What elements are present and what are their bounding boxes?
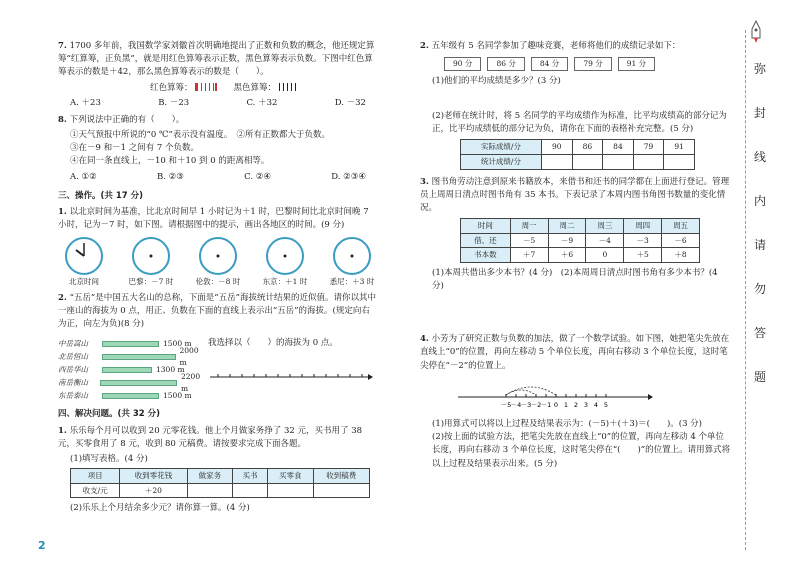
answer-cell[interactable] (664, 154, 695, 169)
mountain-answer (208, 337, 378, 402)
library-table (460, 218, 700, 263)
clock-icon (198, 236, 238, 276)
q7-opt-b[interactable]: B. －23 (158, 97, 190, 108)
page-number-text: 2 (38, 539, 46, 552)
mountain-height: 2000 m (179, 346, 199, 367)
page-number (38, 537, 46, 554)
clock-label: 东京：＋1 时 (262, 277, 308, 287)
q8-s2: ③在－9 和－1 之间有 7 个负数。 (70, 143, 200, 154)
p3 (420, 176, 732, 216)
seal-char: 内 (754, 194, 767, 208)
p4-num: 4. (420, 334, 429, 345)
tick-label: －3 (520, 400, 532, 409)
tick-label: －5 (500, 400, 512, 409)
q8 (58, 114, 378, 127)
table-cell: －5 (510, 233, 548, 248)
score-box: 79 分 (574, 57, 611, 71)
p2-num: 2. (420, 41, 429, 51)
seal-line-text (754, 60, 774, 412)
p1-sub1: (1)填写表格。(4 分) (70, 453, 148, 464)
tick-label: 1 (563, 400, 569, 409)
table-cell: 79 (633, 140, 664, 155)
choose-text: 我选择以（ ）的海拔为 0 点。 (208, 338, 338, 349)
seal-char: 题 (754, 370, 767, 384)
abacus-row (138, 82, 378, 95)
table-cell: 91 (664, 140, 695, 155)
answer-cell[interactable] (633, 154, 664, 169)
p1-sub2: (2)乐乐上个月结余多少元？请你算一算。(4 分) (70, 503, 250, 514)
table-cell: ＋20 (120, 483, 187, 498)
op1-text: 以北京时间为基准，比北京时间早 1 小时记为＋1 时，巴黎时间比北京时间晚 7 小时，记为－7 时，如下图。请根据图中的提示，画出各地区的时间。(9 分) (58, 206, 369, 231)
answer-number-line[interactable] (208, 365, 373, 389)
clock-beijing[interactable] (60, 236, 108, 288)
table-cell: ＋6 (548, 248, 586, 263)
table-row-label: 借、还 (461, 233, 511, 248)
mountain-name: 北岳恒山 (58, 352, 88, 362)
answer-cell[interactable] (541, 154, 572, 169)
op1-num: 1. (58, 206, 67, 217)
p2-sub1: (1)他们的平均成绩是多少？(3 分) (432, 75, 561, 86)
tick-label: 5 (603, 400, 609, 409)
seal-char: 封 (754, 106, 767, 120)
table-cell: 90 (541, 140, 572, 155)
q7-opt-a[interactable]: A. ＋23 (70, 97, 101, 108)
op2 (58, 292, 378, 332)
table-cell: －6 (662, 233, 700, 248)
op2-text: “五岳”是中国五大名山的总称，下面是“五岳”海拔统计结果的近似值。请你以其中一座山的海拔为 0 点，用正、负数在下面的直线上表示出“五岳”的海拔。(规定向右为正，向左为负)(8 分) (58, 292, 376, 330)
p2 (420, 40, 732, 53)
experiment-number-line (456, 377, 656, 413)
table-cell: －4 (586, 233, 624, 248)
table-cell: 收支/元 (71, 483, 120, 498)
clock-tokyo[interactable] (261, 236, 309, 288)
section-4-title: 四、解决问题。(共 32 分) (58, 409, 161, 420)
tick-label: －4 (510, 400, 522, 409)
p4-sub1: (1)用算式可以将以上过程及结果表示为：(－5)＋(＋3)＝( )。(3 分) (432, 418, 702, 429)
mountain-height: 1300 m (156, 365, 185, 375)
mountain-height: 1500 m (163, 391, 192, 401)
answer-cell[interactable] (603, 154, 634, 169)
table-header: 项目 (71, 469, 120, 484)
clock-paris[interactable] (127, 236, 175, 288)
mountain-name: 东岳泰山 (58, 391, 88, 401)
mountain-height: 2200 m (181, 372, 201, 393)
table-header: 统计成绩/分 (461, 154, 542, 169)
seal-char: 勿 (754, 282, 767, 296)
p4-sub2: (2)按上面的试验方法，把笔尖先放在直线上“0”的位置，再向左移动 4 个单位长度，再向右移动 3 个单位长度，这时笔尖停在“( )”的位置上。请用算式将以上过程及结果表示出来。(5 分) (432, 432, 731, 469)
table-cell: －9 (548, 233, 586, 248)
mountain-block (58, 337, 378, 402)
black-label: 黑色算筹： (233, 82, 276, 93)
mountain-row (58, 389, 208, 402)
q8-s1: ①天气预报中所说的“0 ℃”表示没有温度。 ②所有正数都大于负数。 (70, 130, 331, 141)
seal-char: 请 (754, 238, 767, 252)
score-table (460, 139, 695, 169)
q7-options (70, 97, 366, 110)
tick-label: －2 (530, 400, 542, 409)
tick-label: 3 (583, 400, 589, 409)
table-header: 周五 (662, 219, 700, 234)
p1 (58, 425, 378, 451)
answer-cell[interactable] (572, 154, 603, 169)
op2-num: 2. (58, 292, 67, 303)
q7-text: 1700 多年前，我国数学家刘徽首次明确地提出了正数和负数的概念，他还规定算筹“红算筹，正负黑”，就是用红色算筹表示正数，黑色算筹表示负数。下图中红色算筹表示的数是＋42，那么黑色算筹表示的数是（ ）。 (58, 41, 375, 78)
left-column (58, 40, 378, 515)
seal-line (745, 30, 747, 550)
red-rods-icon (195, 83, 217, 91)
answer-cell[interactable] (233, 483, 268, 498)
mountain-row (58, 372, 208, 393)
q8-s3: ④在同一条直线上，－10 和＋10 到 0 的距离相等。 (70, 156, 270, 167)
q8-opt-b[interactable]: B. ②③ (157, 171, 184, 182)
table-cell: 86 (572, 140, 603, 155)
mountain-name: 中岳嵩山 (58, 339, 88, 349)
altitude-bar (102, 354, 176, 360)
table-header: 买书 (233, 469, 268, 484)
mountain-name: 西岳华山 (58, 365, 88, 375)
table-header: 周四 (624, 219, 662, 234)
altitude-bar (102, 393, 159, 399)
altitude-bar (100, 380, 178, 386)
table-header: 周二 (548, 219, 586, 234)
score-box: 91 分 (618, 57, 655, 71)
q7-opt-c[interactable]: C. ＋32 (246, 97, 278, 108)
clock-sydney[interactable] (328, 236, 376, 288)
p4-text: 小芳为了研究正数与负数的加法，做了一个数学试验。如下图，她把笔尖先放在直线上“0”的位置，再向左移动 5 个单位长度，再向右移动 3 个单位长度，这时笔尖停在“－2”的位置上。 (420, 334, 730, 371)
answer-space[interactable] (420, 293, 732, 333)
altitude-bar (102, 341, 159, 347)
p1-text: 乐乐每个月可以收到 20 元零花钱。他上个月做家务挣了 32 元，买书用了 38 元，买零食用了 8 元，收到 80 元稿费。请按要求完成下面各题。 (58, 425, 363, 449)
q7 (58, 40, 378, 80)
table-cell: 84 (603, 140, 634, 155)
table-header: 买零食 (267, 469, 313, 484)
allowance-table (70, 468, 370, 498)
q8-opt-d[interactable]: D. ②③④ (331, 171, 366, 182)
table-header: 周三 (586, 219, 624, 234)
q8-options (70, 171, 366, 184)
clock-label: 巴黎：－7 时 (128, 277, 174, 287)
q8-text: 下列说法中正确的有（ ）。 (69, 114, 185, 125)
q8-opt-c[interactable]: C. ②④ (244, 171, 271, 182)
clock-icon (64, 236, 104, 276)
seal-char: 答 (754, 326, 767, 340)
score-boxes (444, 57, 732, 71)
clock-label: 悉尼：＋3 时 (329, 277, 375, 287)
red-label: 红色算筹： (150, 82, 193, 93)
table-cell: ＋7 (510, 248, 548, 263)
rocket-icon (749, 20, 763, 49)
table-row-label: 书本数 (461, 248, 511, 263)
p3-sub: (1)本周共借出多少本书？(4 分) (2)本周周日清点时图书角有多少本书？(4 分) (432, 267, 718, 292)
score-box: 90 分 (444, 57, 481, 71)
answer-cell[interactable] (187, 483, 233, 498)
seal-char: 线 (754, 150, 767, 164)
mountain-height: 1500 m (163, 339, 192, 349)
p3-num: 3. (420, 176, 429, 187)
table-header: 做家务 (187, 469, 233, 484)
mountain-name: 南岳衡山 (58, 378, 88, 388)
clock-london[interactable] (194, 236, 242, 288)
table-header: 实际成绩/分 (461, 140, 542, 155)
table-header: 周一 (510, 219, 548, 234)
mountain-row (58, 346, 208, 367)
table-cell: ＋8 (662, 248, 700, 263)
table-header: 收到零花钱 (120, 469, 187, 484)
tick-label: 2 (573, 400, 579, 409)
answer-cell[interactable] (267, 483, 313, 498)
tick-label: 4 (593, 400, 599, 409)
black-rods-icon (279, 83, 297, 91)
q8-opt-a[interactable]: A. ①② (70, 171, 97, 182)
q8-num: 8. (58, 114, 67, 125)
seal-char: 弥 (754, 62, 767, 76)
clock-icon (332, 236, 372, 276)
table-cell: ＋5 (624, 248, 662, 263)
p1-num: 1. (58, 425, 67, 436)
p4 (420, 333, 732, 373)
q7-num: 7. (58, 41, 67, 51)
score-box: 86 分 (487, 57, 524, 71)
tick-label: －1 (540, 400, 552, 409)
table-header: 收到稿费 (313, 469, 370, 484)
op1 (58, 206, 378, 232)
answer-space[interactable] (420, 88, 732, 110)
table-header: 时间 (461, 219, 511, 234)
clock-row (60, 236, 376, 288)
p2-sub2: (2)老师在统计时，将 5 名同学的平均成绩作为标准，比平均成绩高的部分记为正，比平均成绩低的部分记为负，请你在下面的表格补充完整。(5 分) (432, 110, 727, 135)
table-cell: 0 (586, 248, 624, 263)
clock-icon (131, 236, 171, 276)
p2-text: 五年级有 5 名同学参加了趣味竞赛，老师将他们的成绩记录如下： (431, 41, 681, 51)
clock-label: 北京时间 (69, 277, 99, 287)
section-3-title: 三、操作。(共 17 分) (58, 190, 144, 201)
clock-label: 伦敦：－8 时 (195, 277, 241, 287)
answer-cell[interactable] (313, 483, 370, 498)
q7-opt-d[interactable]: D. －32 (334, 97, 366, 108)
score-box: 84 分 (531, 57, 568, 71)
right-column (420, 40, 732, 471)
tick-label: 0 (553, 400, 559, 409)
altitude-bar (102, 367, 152, 373)
mountain-list (58, 337, 208, 402)
table-cell: －3 (624, 233, 662, 248)
p3-text: 图书角劳动注意到原来书籍放本，来借书和还书的同学都在上面进行登记。管理员上周周日清点时图书角有 35 本书。下表记录了本周内图书角图书数量的变化情况。 (420, 176, 730, 213)
clock-icon (265, 236, 305, 276)
